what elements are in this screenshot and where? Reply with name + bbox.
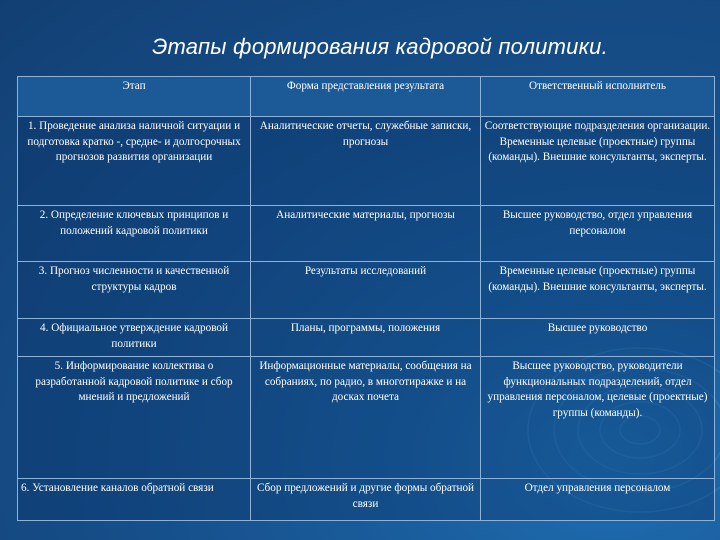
header-stage: Этап: [18, 77, 251, 117]
table-row: [18, 479, 715, 521]
stage-cell: 1. Проведение анализа наличной ситуации и подготовка кратко -, средне- и долгосрочных прогнозов развития организации: [18, 117, 251, 206]
table-header-row: [18, 77, 715, 117]
stage-cell: 4. Официальное утверждение кадровой политики: [18, 319, 251, 357]
result-cell: Планы, программы, положения: [251, 319, 481, 357]
stage-cell: 5. Информирование коллектива о разработанной кадровой политике и сбор мнений и предложений: [18, 357, 251, 479]
responsible-cell: Временные целевые (проектные) группы (команды). Внешние консультанты, эксперты.: [481, 262, 715, 319]
table-row: [18, 262, 715, 319]
slide-title: Этапы формирования кадровой политики.: [152, 34, 608, 59]
responsible-cell: Отдел управления персоналом: [481, 479, 715, 521]
header-result-form: Форма представления результата: [251, 77, 481, 117]
table-row: [18, 117, 715, 206]
table-row: [18, 319, 715, 357]
result-cell: Аналитические материалы, прогнозы: [251, 206, 481, 262]
responsible-cell: Соответствующие подразделения организации. Временные целевые (проектные) группы (команды). Внешние консультанты, эксперты.: [481, 117, 715, 206]
result-cell: Сбор предложений и другие формы обратной связи: [251, 479, 481, 521]
stage-cell: 3. Прогноз численности и качественной структуры кадров: [18, 262, 251, 319]
responsible-cell: Высшее руководство, руководители функциональных подразделений, отдел управления персоналом, целевые (проектные) группы (команды).: [481, 357, 715, 479]
result-cell: Результаты исследований: [251, 262, 481, 319]
result-cell: Информационные материалы, сообщения на собраниях, по радио, в многотиражке и на досках почета: [251, 357, 481, 479]
responsible-cell: Высшее руководство, отдел управления персоналом: [481, 206, 715, 262]
result-cell: Аналитические отчеты, служебные записки, прогнозы: [251, 117, 481, 206]
responsible-cell: Высшее руководство: [481, 319, 715, 357]
stages-table: [17, 76, 715, 521]
table-row: [18, 206, 715, 262]
header-responsible: Ответственный исполнитель: [481, 77, 715, 117]
stage-cell: 2. Определение ключевых принципов и положений кадровой политики: [18, 206, 251, 262]
stage-cell: 6. Установление каналов обратной связи: [18, 479, 251, 521]
table-row: [18, 357, 715, 479]
